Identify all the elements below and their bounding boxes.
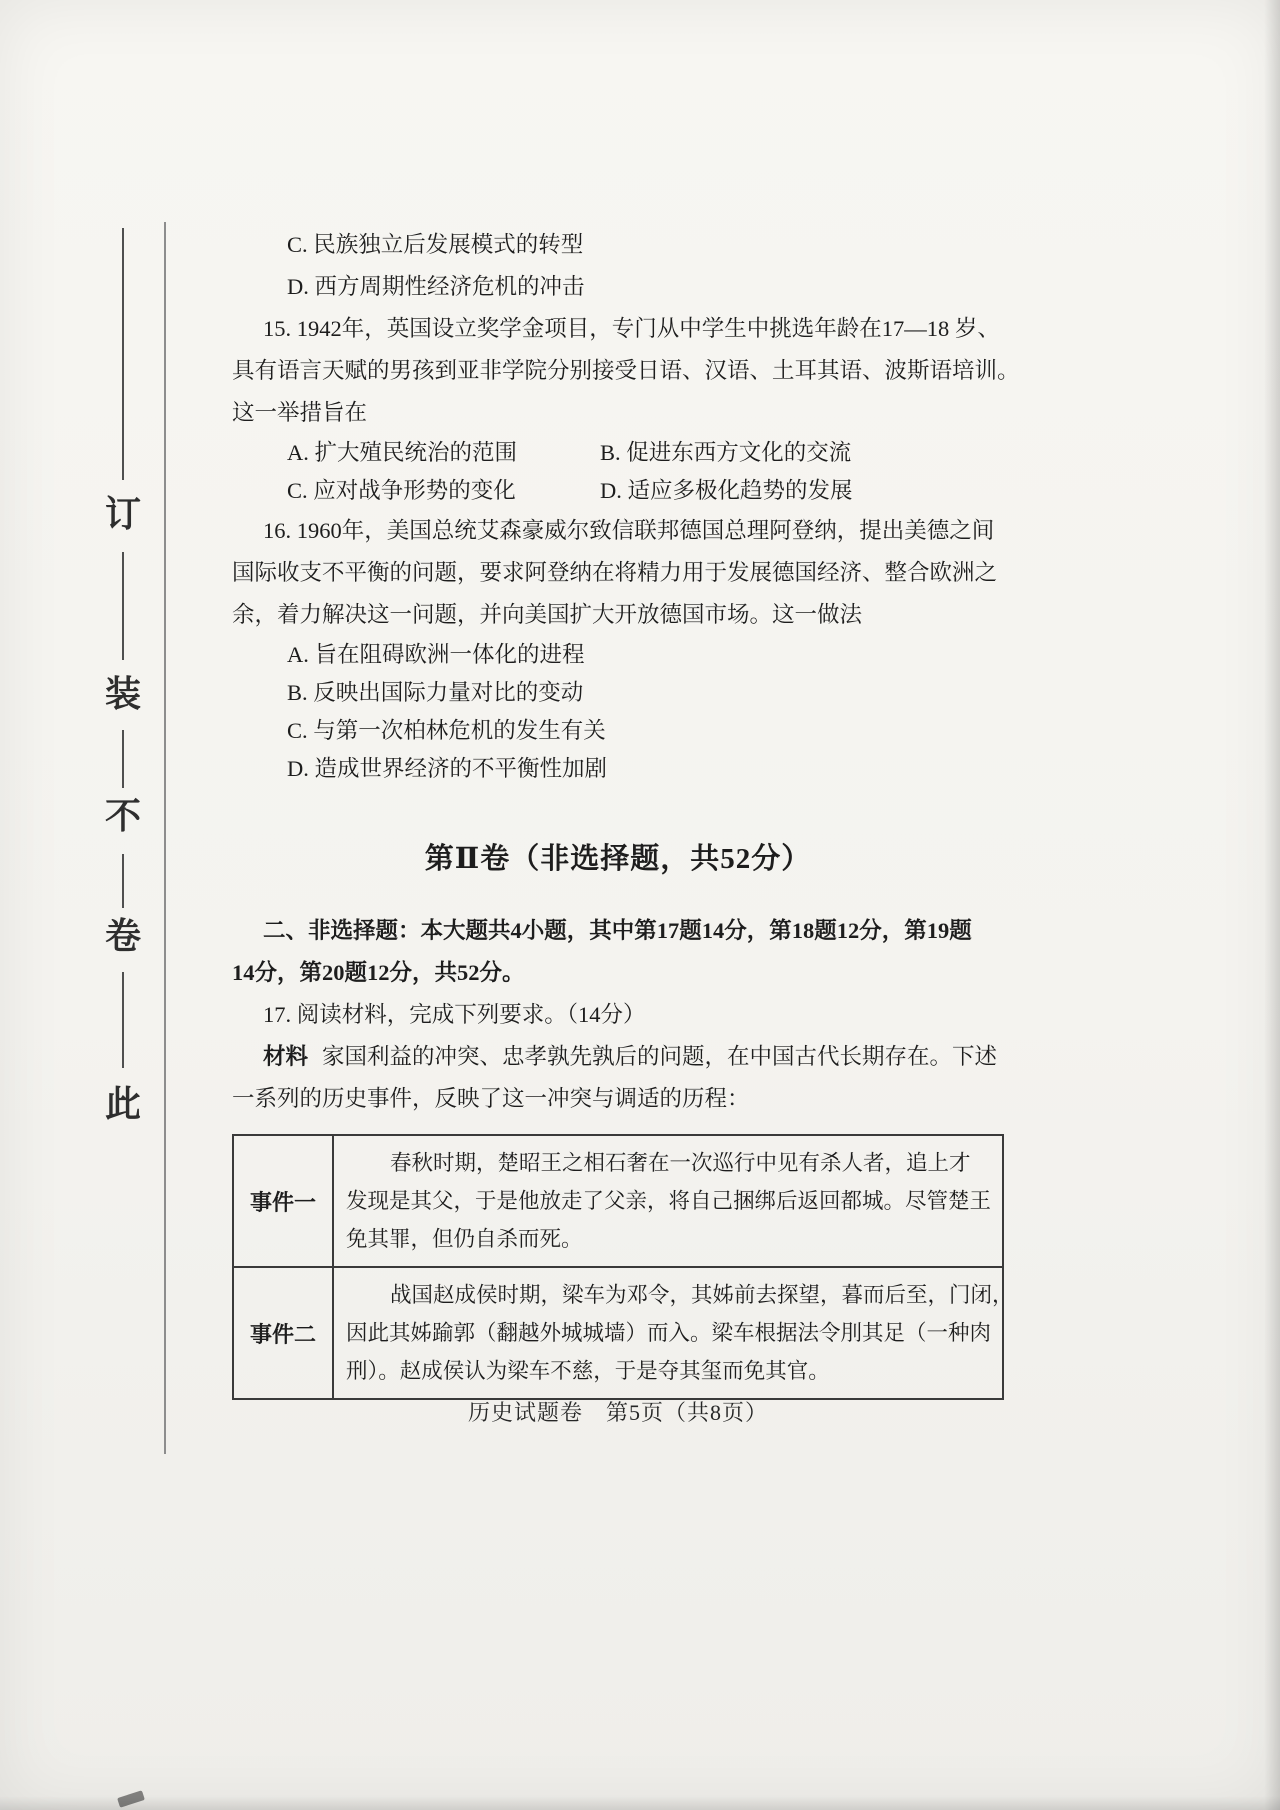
event2-text-line3: 刑）。赵成侯认为梁车不慈，于是夺其玺而免其官。 — [346, 1359, 830, 1383]
binding-char: 不 — [104, 796, 141, 836]
events-table — [232, 1134, 1014, 1400]
binding-dash-line — [122, 854, 124, 908]
q17-heading: 17. 阅读材料，完成下列要求。（14分） — [263, 1002, 646, 1027]
event2-label: 事件二 — [233, 1267, 333, 1399]
q16-stem-line2: 国际收支不平衡的问题，要求阿登纳在将精力用于发展德国经济、整合欧洲之 — [232, 560, 998, 585]
material-paragraph-line2: 一系列的历史事件，反映了这一冲突与调适的历程： — [232, 1086, 750, 1111]
q15-options-row-cd — [232, 472, 1004, 510]
binding-dash-line — [122, 972, 124, 1068]
q15-options-row-ab — [232, 434, 1004, 472]
binding-dash-line — [122, 552, 124, 660]
scan-edge-shadow-right — [1264, 0, 1280, 1810]
section2-title: 第Ⅱ卷（非选择题，共52分） — [424, 843, 812, 875]
q16-option-b: B. 反映出国际力量对比的变动 — [287, 680, 584, 705]
event-row-2 — [233, 1267, 1003, 1399]
binding-dash-line — [122, 730, 124, 788]
event-row-1 — [233, 1135, 1003, 1267]
q15-stem-line1: 15. 1942年，英国设立奖学金项目，专门从中学生中挑选年龄在17—18 岁、 — [263, 316, 1000, 341]
material-paragraph-line1 — [232, 1036, 1004, 1078]
page-footer: 历史试题卷 第5页（共8页） — [467, 1400, 768, 1425]
section2-intro-line1: 二、非选择题：本大题共4小题，其中第17题14分，第18题12分，第19题 — [263, 918, 972, 943]
q15-option-c: C. 应对战争形势的变化 — [287, 478, 516, 503]
q16-stem-line3: 余，着力解决这一问题，并向美国扩大开放德国市场。这一做法 — [232, 602, 863, 627]
q15-option-d: D. 适应多极化趋势的发展 — [600, 478, 853, 503]
q15-option-b: B. 促进东西方文化的交流 — [600, 440, 852, 465]
event1-text-line1: 春秋时期，楚昭王之相石奢在一次巡行中见有杀人者，追上才 — [390, 1151, 971, 1175]
event1-label: 事件一 — [233, 1135, 333, 1267]
binding-char: 订 — [104, 494, 141, 534]
q14-option-c: C. 民族独立后发展模式的转型 — [287, 232, 584, 257]
material-text-line1: 家国利益的冲突、忠孝孰先孰后的问题，在中国古代长期存在。下述 — [322, 1044, 998, 1069]
event1-text — [333, 1135, 1003, 1267]
event1-text-line2: 发现是其父，于是他放走了父亲，将自己捆绑后返回都城。尽管楚王 — [346, 1189, 992, 1213]
event2-text-line2: 因此其姊踰郭（翻越外城城墙）而入。梁车根据法令刖其足（一种肉 — [346, 1321, 992, 1345]
q15-stem-line3: 这一举措旨在 — [232, 400, 368, 425]
event2-text — [333, 1267, 1014, 1399]
event1-text-line3: 免其罪，但仍自杀而死。 — [346, 1227, 583, 1251]
binding-char: 装 — [104, 674, 141, 714]
binding-dash-line — [122, 228, 124, 480]
q16-stem-line1: 16. 1960年，美国总统艾森豪威尔致信联邦德国总理阿登纳，提出美德之间 — [263, 518, 995, 543]
scan-edge-shadow-bottom — [0, 1796, 1280, 1810]
q14-option-d: D. 西方周期性经济危机的冲击 — [287, 274, 585, 299]
material-label: 材料 — [263, 1044, 309, 1069]
q16-option-a: A. 旨在阻碍欧洲一体化的进程 — [287, 642, 585, 667]
event2-text-line1: 战国赵成侯时期，梁车为邓令，其姊前去探望，暮而后至，门闭， — [390, 1283, 1014, 1307]
q16-option-d: D. 造成世界经济的不平衡性加剧 — [287, 756, 607, 781]
binding-char: 卷 — [104, 916, 141, 956]
section2-intro-line2: 14分，第20题12分，共52分。 — [232, 960, 525, 985]
q15-stem-line2: 具有语言天赋的男孩到亚非学院分别接受日语、汉语、土耳其语、波斯语培训。 — [232, 358, 1020, 383]
exam-content — [232, 224, 1020, 1400]
q15-option-a: A. 扩大殖民统治的范围 — [287, 440, 517, 465]
binding-rule-line — [164, 222, 166, 1454]
binding-char: 此 — [104, 1084, 141, 1124]
q16-option-c: C. 与第一次柏林危机的发生有关 — [287, 718, 606, 743]
